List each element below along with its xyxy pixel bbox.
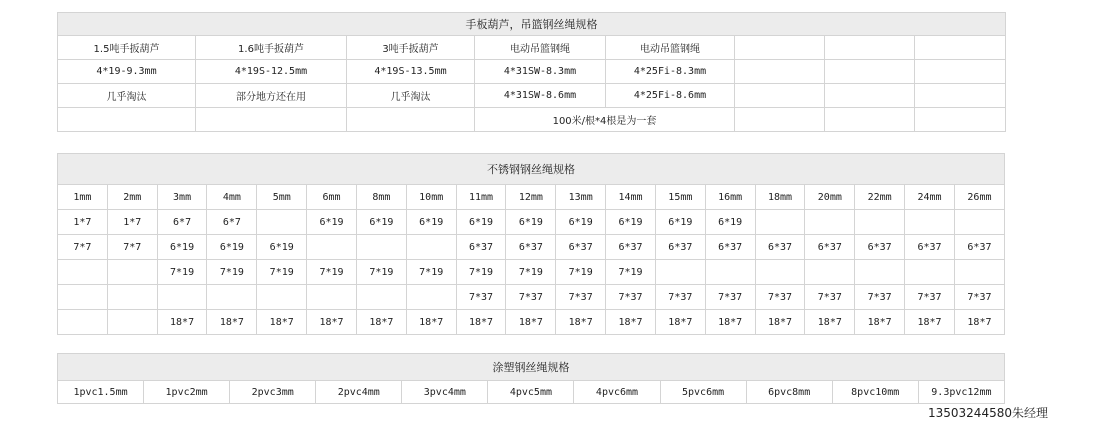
table-cell bbox=[356, 285, 406, 310]
table-row bbox=[58, 285, 1005, 310]
table-cell bbox=[855, 260, 905, 285]
size-header-cell: 22mm bbox=[855, 185, 905, 210]
table-cell bbox=[915, 60, 1006, 84]
table-title-row bbox=[58, 154, 1005, 185]
size-header-cell: 15mm bbox=[655, 185, 705, 210]
table-cell: 1*7 bbox=[107, 210, 157, 235]
table-cell: 6*37 bbox=[855, 235, 905, 260]
table-cell bbox=[307, 235, 357, 260]
table-cell: 6*19 bbox=[307, 210, 357, 235]
hand-hoist-spec-table bbox=[57, 12, 1006, 132]
table-cell: 7*19 bbox=[257, 260, 307, 285]
table-cell: 18*7 bbox=[307, 310, 357, 335]
contact-phone: 13503244580朱经理 bbox=[928, 406, 1048, 420]
table-cell: 7*37 bbox=[655, 285, 705, 310]
size-header-cell: 6mm bbox=[307, 185, 357, 210]
table-cell: 6*19 bbox=[356, 210, 406, 235]
table-cell bbox=[58, 260, 108, 285]
table-cell bbox=[347, 108, 475, 132]
table-cell bbox=[356, 235, 406, 260]
table-cell: 6*37 bbox=[556, 235, 606, 260]
table-cell: 18*7 bbox=[606, 310, 656, 335]
table-cell: 18*7 bbox=[855, 310, 905, 335]
table-cell: 6*19 bbox=[655, 210, 705, 235]
table-cell: 6*37 bbox=[805, 235, 855, 260]
table-cell bbox=[825, 84, 915, 108]
table-cell: 18*7 bbox=[257, 310, 307, 335]
table-cell: 18*7 bbox=[755, 310, 805, 335]
table-cell: 部分地方还在用 bbox=[196, 84, 347, 108]
table-cell: 7*37 bbox=[855, 285, 905, 310]
table-cell: 7*19 bbox=[157, 260, 207, 285]
size-header-cell: 2mm bbox=[107, 185, 157, 210]
table-cell: 6*19 bbox=[606, 210, 656, 235]
table-cell: 7*37 bbox=[606, 285, 656, 310]
table-cell: 6*7 bbox=[157, 210, 207, 235]
table-cell: 7*19 bbox=[556, 260, 606, 285]
table-cell: 7*37 bbox=[506, 285, 556, 310]
table-cell: 18*7 bbox=[655, 310, 705, 335]
size-header-cell: 18mm bbox=[755, 185, 805, 210]
table-cell: 1pvc2mm bbox=[144, 381, 230, 404]
table-cell: 7*37 bbox=[905, 285, 955, 310]
table-cell bbox=[58, 310, 108, 335]
table-cell: 6*37 bbox=[755, 235, 805, 260]
table-cell bbox=[905, 210, 955, 235]
table-cell bbox=[107, 310, 157, 335]
table-cell bbox=[157, 285, 207, 310]
table-cell: 18*7 bbox=[456, 310, 506, 335]
table-cell bbox=[954, 210, 1004, 235]
table-cell: 4*19-9.3mm bbox=[58, 60, 196, 84]
table-cell bbox=[954, 260, 1004, 285]
table-cell bbox=[915, 84, 1006, 108]
table-cell: 4pvc5mm bbox=[488, 381, 574, 404]
table-cell: 7*19 bbox=[207, 260, 257, 285]
set-note-cell: 100米/根*4根是为一套 bbox=[475, 108, 735, 132]
table-cell: 9.3pvc12mm bbox=[918, 381, 1004, 404]
table-row bbox=[58, 260, 1005, 285]
table-cell bbox=[257, 285, 307, 310]
size-header-cell: 5mm bbox=[257, 185, 307, 210]
size-header-cell: 3mm bbox=[157, 185, 207, 210]
table-cell bbox=[825, 36, 915, 60]
size-header-cell: 26mm bbox=[954, 185, 1004, 210]
table-row bbox=[58, 310, 1005, 335]
table-cell: 18*7 bbox=[207, 310, 257, 335]
table-cell: 6*19 bbox=[257, 235, 307, 260]
table-row bbox=[58, 210, 1005, 235]
table-cell bbox=[705, 260, 755, 285]
table-cell: 18*7 bbox=[356, 310, 406, 335]
table-cell: 7*37 bbox=[705, 285, 755, 310]
table-cell: 18*7 bbox=[506, 310, 556, 335]
table-cell: 18*7 bbox=[705, 310, 755, 335]
table-cell bbox=[735, 60, 825, 84]
size-header-cell: 20mm bbox=[805, 185, 855, 210]
table-cell: 1pvc1.5mm bbox=[58, 381, 144, 404]
table-cell: 电动吊篮钢绳 bbox=[475, 36, 606, 60]
size-header-cell: 4mm bbox=[207, 185, 257, 210]
table-cell bbox=[755, 210, 805, 235]
table-cell: 18*7 bbox=[556, 310, 606, 335]
table-cell: 3吨手扳葫芦 bbox=[347, 36, 475, 60]
table-cell bbox=[825, 108, 915, 132]
table-row bbox=[58, 108, 1006, 132]
table-cell bbox=[257, 210, 307, 235]
table-cell: 6*19 bbox=[456, 210, 506, 235]
table-cell: 18*7 bbox=[805, 310, 855, 335]
table-cell: 6*19 bbox=[556, 210, 606, 235]
table-cell: 4pvc6mm bbox=[574, 381, 660, 404]
table-cell bbox=[655, 260, 705, 285]
table-cell bbox=[755, 260, 805, 285]
table-cell: 7*19 bbox=[606, 260, 656, 285]
table-cell: 7*37 bbox=[954, 285, 1004, 310]
table-cell: 8pvc10mm bbox=[832, 381, 918, 404]
table-cell bbox=[915, 108, 1006, 132]
table-cell bbox=[735, 36, 825, 60]
table-cell bbox=[58, 285, 108, 310]
table-cell: 6*19 bbox=[157, 235, 207, 260]
table-cell: 7*19 bbox=[456, 260, 506, 285]
table-cell: 18*7 bbox=[905, 310, 955, 335]
table-cell bbox=[735, 84, 825, 108]
table-cell: 6*37 bbox=[655, 235, 705, 260]
table-cell: 6*19 bbox=[705, 210, 755, 235]
table-cell: 7*37 bbox=[755, 285, 805, 310]
table-cell: 6*37 bbox=[954, 235, 1004, 260]
table-cell: 6*19 bbox=[406, 210, 456, 235]
table-cell bbox=[735, 108, 825, 132]
table-cell: 18*7 bbox=[406, 310, 456, 335]
table-cell: 4*25Fi-8.6mm bbox=[606, 84, 735, 108]
size-header-cell: 11mm bbox=[456, 185, 506, 210]
table-cell: 4*31SW-8.3mm bbox=[475, 60, 606, 84]
table-cell: 6*19 bbox=[207, 235, 257, 260]
table-cell bbox=[58, 108, 196, 132]
table-cell: 6*7 bbox=[207, 210, 257, 235]
size-header-cell: 13mm bbox=[556, 185, 606, 210]
table-row bbox=[58, 36, 1006, 60]
table-row bbox=[58, 60, 1006, 84]
table-cell: 7*19 bbox=[406, 260, 456, 285]
table-cell bbox=[855, 210, 905, 235]
table-cell: 6pvc8mm bbox=[746, 381, 832, 404]
table-cell: 7*37 bbox=[556, 285, 606, 310]
table-cell: 电动吊篮钢绳 bbox=[606, 36, 735, 60]
table-cell bbox=[915, 36, 1006, 60]
table-cell bbox=[406, 235, 456, 260]
table-cell: 6*19 bbox=[506, 210, 556, 235]
table-cell: 3pvc4mm bbox=[402, 381, 488, 404]
table-row bbox=[58, 235, 1005, 260]
table-cell: 7*7 bbox=[58, 235, 108, 260]
size-header-cell: 24mm bbox=[905, 185, 955, 210]
table-row bbox=[58, 84, 1006, 108]
table-cell: 6*37 bbox=[705, 235, 755, 260]
coated-table-title: 涂塑钢丝绳规格 bbox=[58, 354, 1005, 381]
hand-hoist-table-title: 手板葫芦，吊篮钢丝绳规格 bbox=[58, 13, 1006, 36]
table-cell bbox=[196, 108, 347, 132]
stainless-spec-table bbox=[57, 153, 1005, 335]
table-cell: 5pvc6mm bbox=[660, 381, 746, 404]
table-cell: 7*37 bbox=[456, 285, 506, 310]
table-cell: 1*7 bbox=[58, 210, 108, 235]
table-cell bbox=[805, 260, 855, 285]
table-cell: 18*7 bbox=[157, 310, 207, 335]
table-row bbox=[58, 381, 1005, 404]
size-header-cell: 10mm bbox=[406, 185, 456, 210]
table-title-row bbox=[58, 354, 1005, 381]
size-header-row bbox=[58, 185, 1005, 210]
table-cell: 1.6吨手扳葫芦 bbox=[196, 36, 347, 60]
table-cell: 几乎淘汰 bbox=[347, 84, 475, 108]
table-cell: 4*19S-13.5mm bbox=[347, 60, 475, 84]
table-cell: 6*37 bbox=[905, 235, 955, 260]
table-cell bbox=[207, 285, 257, 310]
table-cell: 7*7 bbox=[107, 235, 157, 260]
table-cell: 6*37 bbox=[506, 235, 556, 260]
size-header-cell: 14mm bbox=[606, 185, 656, 210]
table-cell bbox=[307, 285, 357, 310]
table-cell bbox=[825, 60, 915, 84]
coated-spec-table bbox=[57, 353, 1005, 404]
table-cell: 2pvc3mm bbox=[230, 381, 316, 404]
table-cell: 7*19 bbox=[356, 260, 406, 285]
table-cell: 4*19S-12.5mm bbox=[196, 60, 347, 84]
table-cell: 1.5吨手扳葫芦 bbox=[58, 36, 196, 60]
size-header-cell: 12mm bbox=[506, 185, 556, 210]
table-cell: 7*19 bbox=[307, 260, 357, 285]
size-header-cell: 16mm bbox=[705, 185, 755, 210]
table-cell: 4*25Fi-8.3mm bbox=[606, 60, 735, 84]
table-cell bbox=[107, 260, 157, 285]
table-cell: 2pvc4mm bbox=[316, 381, 402, 404]
table-cell: 7*19 bbox=[506, 260, 556, 285]
table-cell bbox=[905, 260, 955, 285]
table-cell bbox=[406, 285, 456, 310]
table-cell: 6*37 bbox=[456, 235, 506, 260]
stainless-table-title: 不锈钢钢丝绳规格 bbox=[58, 154, 1005, 185]
table-cell: 几乎淘汰 bbox=[58, 84, 196, 108]
table-cell: 4*31SW-8.6mm bbox=[475, 84, 606, 108]
size-header-cell: 1mm bbox=[58, 185, 108, 210]
size-header-cell: 8mm bbox=[356, 185, 406, 210]
table-cell: 6*37 bbox=[606, 235, 656, 260]
table-cell: 7*37 bbox=[805, 285, 855, 310]
table-cell bbox=[805, 210, 855, 235]
table-cell: 18*7 bbox=[954, 310, 1004, 335]
table-cell bbox=[107, 285, 157, 310]
